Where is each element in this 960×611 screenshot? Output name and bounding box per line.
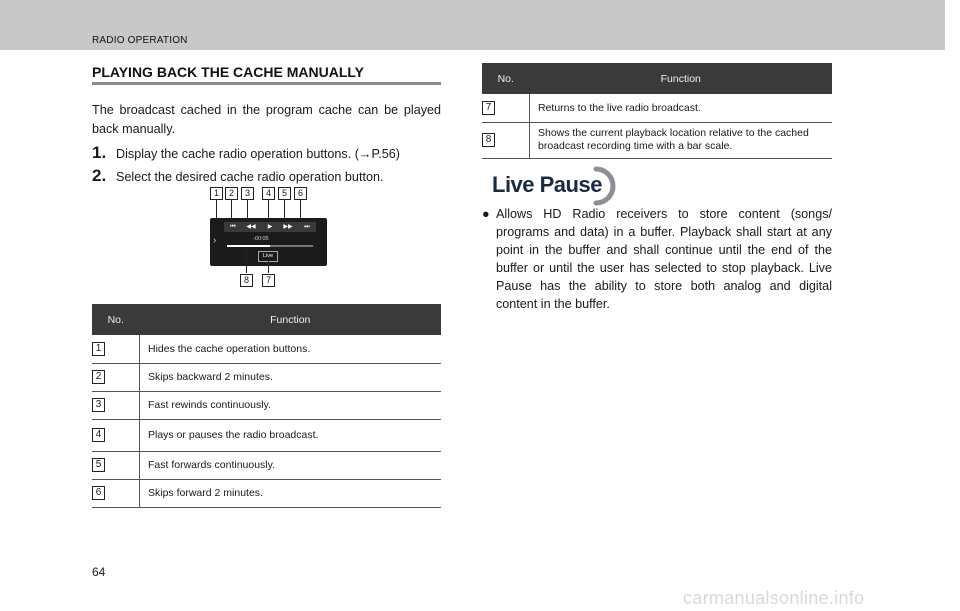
step-1-number: 1. xyxy=(92,143,107,162)
step-2 xyxy=(92,166,383,186)
callout-5: 5 xyxy=(278,187,291,200)
leader-line-7 xyxy=(268,261,269,273)
callout-1: 1 xyxy=(210,187,223,200)
table-row xyxy=(92,363,441,391)
time-offset: -00:05 xyxy=(253,236,269,242)
row-number: 1 xyxy=(92,342,105,356)
callout-6: 6 xyxy=(294,187,307,200)
rewind-icon: ◀◀ xyxy=(246,224,256,230)
row-number: 4 xyxy=(92,428,105,442)
hide-chevron-icon: › xyxy=(213,235,217,246)
row-function: Fast forwards continuously. xyxy=(140,451,442,479)
callout-2: 2 xyxy=(225,187,238,200)
row-function: Returns to the live radio broadcast. xyxy=(530,94,833,122)
col-no: No. xyxy=(92,304,140,335)
callout-8: 8 xyxy=(240,274,253,287)
callout-4: 4 xyxy=(262,187,275,200)
row-number: 2 xyxy=(92,370,105,384)
page-number: 64 xyxy=(92,565,106,579)
col-no: No. xyxy=(482,63,530,94)
live-pause-logo xyxy=(488,166,618,206)
table-row xyxy=(92,479,441,507)
table-row xyxy=(92,451,441,479)
bullet-text: Allows HD Radio receivers to store content (songs/ programs and data) in a buffer. Playback shall start at any point in the buffer and shall continue until the end of the buffer or until the user has selected to stop playback. Live Pause has the ability to store both analog and digital content in the buffer. xyxy=(496,207,832,311)
page-title: PLAYING BACK THE CACHE MANUALLY xyxy=(92,64,364,80)
table-row xyxy=(482,94,832,122)
step-1-text: Display the cache radio operation buttons. (→P.56) xyxy=(116,147,400,161)
col-function: Function xyxy=(140,304,442,335)
col-function: Function xyxy=(530,63,833,94)
title-underline xyxy=(92,82,441,85)
table-row xyxy=(92,391,441,419)
intro-paragraph: The broadcast cached in the program cache can be played back manually. xyxy=(92,103,441,136)
row-function: Hides the cache operation buttons. xyxy=(140,335,442,363)
bullet-paragraph xyxy=(482,205,832,313)
row-number: 3 xyxy=(92,398,105,412)
row-number: 8 xyxy=(482,133,495,147)
skip-back-icon: ⏮ xyxy=(230,224,236,230)
section-label: RADIO OPERATION xyxy=(92,35,188,46)
cache-buttons-figure xyxy=(205,185,330,295)
row-number: 5 xyxy=(92,458,105,472)
row-function: Skips backward 2 minutes. xyxy=(140,363,442,391)
bullet-dot-icon: ● xyxy=(482,207,490,221)
watermark: carmanualsonline.info xyxy=(683,588,865,608)
control-strip xyxy=(224,222,316,232)
callout-3: 3 xyxy=(241,187,254,200)
leader-line-8 xyxy=(246,247,247,273)
row-number: 6 xyxy=(92,486,105,500)
step-2-text: Select the desired cache radio operation button. xyxy=(116,170,384,184)
row-function: Fast rewinds continuously. xyxy=(140,391,442,419)
playback-bar-fill xyxy=(227,245,270,247)
row-function: Plays or pauses the radio broadcast. xyxy=(140,419,442,451)
row-number: 7 xyxy=(482,101,495,115)
callout-7: 7 xyxy=(262,274,275,287)
table-row xyxy=(92,419,441,451)
row-function: Skips forward 2 minutes. xyxy=(140,479,442,507)
fast-forward-icon: ▶▶ xyxy=(283,224,293,230)
table-row xyxy=(482,122,832,158)
live-button: Live xyxy=(258,251,278,262)
play-icon: ▶ xyxy=(267,224,273,230)
row-function: Shows the current playback location relative to the cached broadcast recording time with a bar scale. xyxy=(530,122,833,158)
logo-arc-icon xyxy=(592,166,620,206)
logo-wordmark: Live Pause xyxy=(492,172,602,197)
function-table-1-6 xyxy=(92,304,441,508)
skip-forward-icon: ⏭ xyxy=(304,224,310,230)
table-row xyxy=(92,335,441,363)
function-table-7-8 xyxy=(482,63,832,159)
step-2-number: 2. xyxy=(92,166,107,185)
step-1 xyxy=(92,143,400,163)
